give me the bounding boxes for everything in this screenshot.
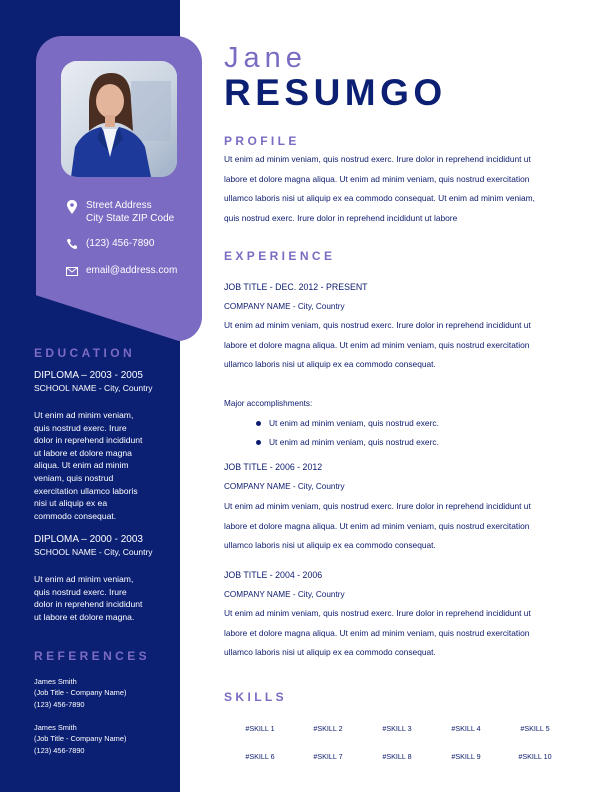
list-item-text: Ut enim ad minim veniam, quis nostrud exerc. [269,418,439,428]
company-name: COMPANY NAME - City, Country [224,302,345,311]
first-name: Jane [224,42,307,74]
text-line: dolor in reprehend incididunt [34,435,143,446]
education-description [34,573,176,623]
text-line: ut labore et dolore magna. [34,611,135,622]
skill-item: #SKILL 7 [313,752,343,761]
skill-item: #SKILL 10 [518,752,552,761]
education-heading: EDUCATION [34,346,136,360]
skill-item: #SKILL 5 [520,724,550,733]
text-line: aliqua. Ut enim ad minim [34,460,129,471]
skill-item: #SKILL 3 [382,724,412,733]
text-line: ullamco laboris nisi ut aliquip ex ea commodo consequat. [224,359,436,370]
last-name: RESUMGO [224,72,447,113]
bullet-icon [256,440,261,445]
profile-photo [61,61,177,177]
text-line: Ut enim ad minim veniam, [34,410,134,420]
education-degree: DIPLOMA – 2000 - 2003 [34,534,143,545]
phone-icon [66,238,78,250]
reference-name: James Smith [34,677,77,686]
text-line: quis nostrud exerc. Irure dolor in reprehend incididunt ut labore [224,212,458,223]
email-icon [66,265,78,277]
text-line: quis nostrud exerc. Irure [34,422,127,433]
text-line: Ut enim ad minim veniam, quis nostrud exerc. Irure dolor in reprehend incididunt ut [224,320,531,330]
skill-item: #SKILL 8 [382,752,412,761]
references-heading: REFERENCES [34,649,151,663]
education-school: SCHOOL NAME - City, Country [34,383,153,393]
reference-entry [34,722,176,756]
text-line: labore et dolore magna aliqua. Ut enim ad minim veniam, quis nostrud exercitation [224,627,530,638]
education-school: SCHOOL NAME - City, Country [34,547,153,557]
job-description [224,497,580,556]
reference-title: (Job Title - Company Name) [34,734,127,744]
reference-title: (Job Title - Company Name) [34,688,127,698]
text-line: ut labore et dolore magna [34,447,132,458]
bullet-icon [256,421,261,426]
text-line: labore et dolore magna aliqua. Ut enim ad minim veniam, quis nostrud exercitation [224,173,530,184]
text-line: Ut enim ad minim veniam, quis nostrud exerc. Irure dolor in reprehend incididunt ut [224,608,531,618]
skill-item: #SKILL 4 [451,724,481,733]
company-name: COMPANY NAME - City, Country [224,590,345,599]
address-line-2: City State ZIP Code [86,213,175,224]
education-description [34,409,176,522]
job-title: JOB TITLE - DEC. 2012 - PRESENT [224,282,368,292]
company-name: COMPANY NAME - City, Country [224,482,345,491]
reference-name: James Smith [34,723,77,732]
text-line: Ut enim ad minim veniam, [34,574,134,584]
text-line: labore et dolore magna aliqua. Ut enim ad minim veniam, quis nostrud exercitation [224,339,530,350]
job-description [224,316,580,375]
skill-item: #SKILL 2 [313,724,343,733]
text-line: veniam, quis nostrud [34,472,114,483]
job-description [224,604,580,663]
text-line: exercitation ullamco laboris [34,485,138,496]
reference-phone: (123) 456-7890 [34,699,85,709]
text-line: ullamco laboris nisi ut aliquip ex ea commodo consequat. Ut enim ad minim veniam, [224,193,535,204]
email-text: email@address.com [86,265,178,276]
accomplishments-label: Major accomplishments: [224,399,313,408]
text-line: commodo consequat. [34,510,117,521]
skills-heading: SKILLS [224,690,288,704]
experience-heading: EXPERIENCE [224,249,336,263]
location-pin-icon [66,200,78,212]
job-title: JOB TITLE - 2004 - 2006 [224,570,323,580]
address-line-1: Street Address [86,200,152,211]
skill-item: #SKILL 9 [451,752,481,761]
phone-text: (123) 456-7890 [86,238,155,249]
text-line: ullamco laboris nisi ut aliquip ex ea commodo consequat. [224,647,436,658]
reference-entry [34,676,176,710]
reference-phone: (123) 456-7890 [34,745,85,755]
text-line: quis nostrud exerc. Irure [34,586,127,597]
skill-item: #SKILL 1 [245,724,275,733]
text-line: ullamco laboris nisi ut aliquip ex ea commodo consequat. [224,540,436,551]
profile-heading: PROFILE [224,134,300,148]
skill-item: #SKILL 6 [245,752,275,761]
job-title: JOB TITLE - 2006 - 2012 [224,462,323,472]
text-line: dolor in reprehend incididunt [34,599,143,610]
text-line: Ut enim ad minim veniam, quis nostrud exerc. Irure dolor in reprehend incididunt ut [224,501,531,511]
profile-text [224,150,580,228]
text-line: labore et dolore magna aliqua. Ut enim ad minim veniam, quis nostrud exercitation [224,520,530,531]
text-line: nisi ut aliquip ex ea [34,498,108,509]
text-line: Ut enim ad minim veniam, quis nostrud exerc. Irure dolor in reprehend incididunt ut [224,154,531,164]
list-item-text: Ut enim ad minim veniam, quis nostrud exerc. [269,437,439,447]
education-degree: DIPLOMA – 2003 - 2005 [34,370,143,381]
